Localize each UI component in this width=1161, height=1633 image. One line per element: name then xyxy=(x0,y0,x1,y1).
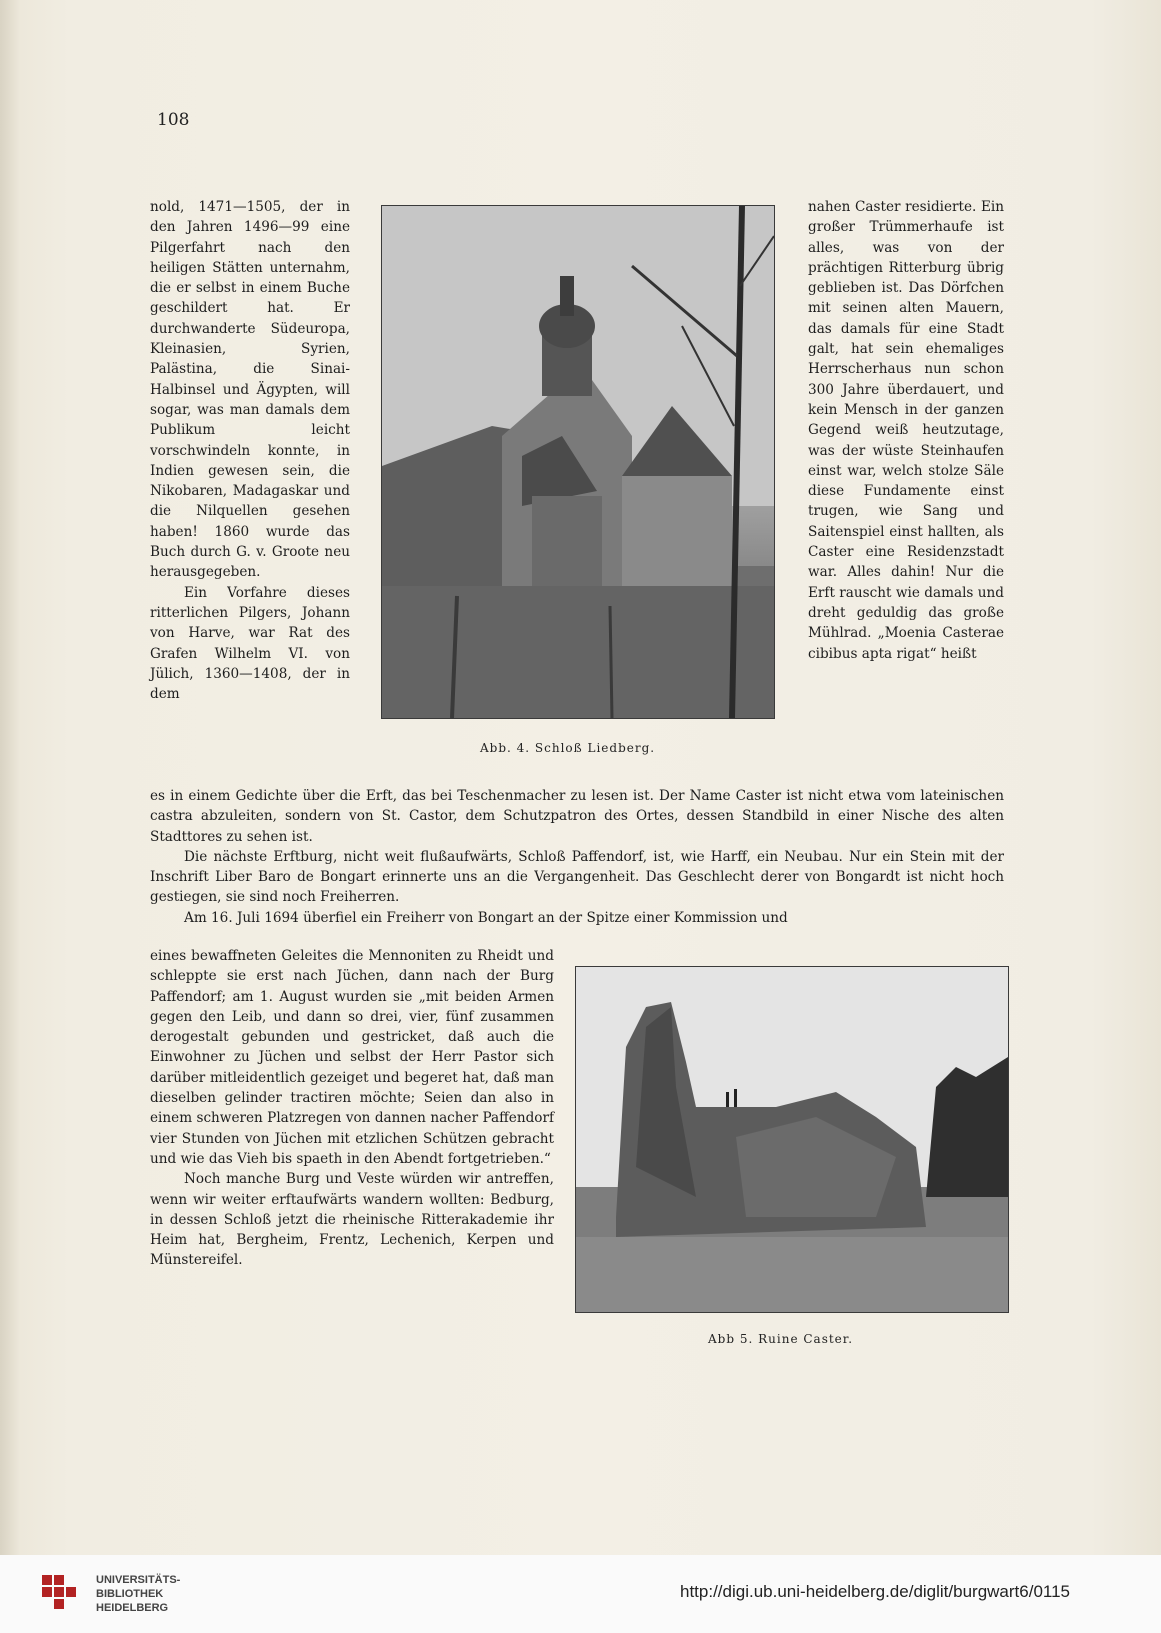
full-width-text xyxy=(150,786,1004,928)
source-url-link[interactable]: http://digi.ub.uni-heidelberg.de/diglit/burgwart6/0115 xyxy=(680,1582,1071,1601)
library-name-line-3: HEIDELBERG xyxy=(96,1602,169,1614)
lower-left-text-column xyxy=(150,946,554,1271)
library-name-line-2: BIBLIOTHEK xyxy=(96,1588,164,1600)
right-paragraph-1: nahen Caster residierte. Ein großer Trümmerhaufe ist alles, was von der prächtigen Ritterburg übrig geblieben ist. Das Dörfchen mit seinen alten Mauern, das damals für eine Stadt galt, hat sein ehemaliges Herrscherhaus nun schon 300 Jahre überdauert, und kein Mensch in der ganzen Gegend weiß heutzutage, was der wüste Steinhaufen einst war, welch stolze Säle diese Fundamente einst trugen, wie Sang und Saitenspiel einst hallten, als Caster eine Residenzstadt war. Alles dahin! Nur die Erft rauscht wie damals und dreht geduldig das große Mühlrad. „Moenia Casterae cibibus apta rigat“ heißt xyxy=(808,199,1004,662)
ruin-illustration xyxy=(576,967,1008,1312)
full-paragraph-2: Die nächste Erftburg, nicht weit flußaufwärts, Schloß Paffendorf, ist, wie Harff, ein Neubau. Nur ein Stein mit der Inschrift Liber Baro de Bongart erinnerte uns an die Vergangenheit. Das Geschlecht derer von Bongardt ist nicht hoch gestiegen, sie sind noch Freiherren. xyxy=(150,848,1004,906)
castle-illustration xyxy=(382,206,774,718)
library-name-line-1: UNIVERSITÄTS- xyxy=(96,1574,181,1586)
castle-photo-caption: Abb. 4. Schloß Liedberg. xyxy=(480,741,656,755)
full-paragraph-3: Am 16. Juli 1694 überfiel ein Freiherr von Bongart an der Spitze einer Kommission und xyxy=(184,909,788,926)
page-number: 108 xyxy=(157,110,190,130)
library-logo-icon xyxy=(40,1571,86,1617)
left-text-column xyxy=(150,197,350,704)
left-paragraph-1: nold, 1471—1505, der in den Jahren 1496—99 eine Pilgerfahrt nach den heiligen Stätten unternahm, die er selbst in einem Buche geschildert hat. Er durchwanderte Südeuropa, Kleinasien, Syrien, Palästina, die Sinai-Halbinsel und Ägypten, will sogar, was man damals dem Publikum leicht vorschwindeln konnte, in Indien gewesen sein, die Nikobaren, Madagaskar und die Nilquellen gesehen haben! 1860 wurde das Buch durch G. v. Groote neu herausgegeben. xyxy=(150,199,350,581)
page-edge-shadow xyxy=(0,0,20,1633)
right-text-column xyxy=(808,197,1004,664)
library-name xyxy=(96,1573,180,1615)
lower-paragraph-1: eines bewaffneten Geleites die Mennoniten zu Rheidt und schleppte sie erst nach Jüchen, dann nach der Burg Paffendorf; am 1. August wurden sie „mit beiden Armen gegen den Leib, und dann so drei, vier, fünf zusammen derogestalt gebunden und gestricket, daß auch die Einwohner zu Jüchen und selbst der Herr Pastor sich darüber mitleidentlich gezeiget und begeret hat, daß man dieselben gelinder tractiren möchte; Seien dan also in einem schweren Platzregen von dannen nacher Paffendorf vier Stunden von Jüchen mit etzlichen Schützen gebracht und wie das Vieh bis spaeth in den Abendt fortgetrieben.“ xyxy=(150,948,554,1167)
ruin-photo-caption: Abb 5. Ruine Caster. xyxy=(708,1332,854,1346)
left-paragraph-2: Ein Vorfahre dieses ritterlichen Pilgers, Johann von Harve, war Rat des Grafen Wilhelm VI. von Jülich, 1360—1408, der in dem xyxy=(150,584,350,703)
full-paragraph-1: es in einem Gedichte über die Erft, das bei Teschenmacher zu lesen ist. Der Name Caster ist nicht etwa vom lateinischen castra abzuleiten, sondern von St. Castor, dem Schutzpatron des Ortes, dessen Standbild in einer Nische des alten Stadttores zu sehen ist. xyxy=(150,788,1004,845)
castle-liedberg-photo xyxy=(381,205,775,719)
ruin-caster-photo xyxy=(575,966,1009,1313)
lower-paragraph-2: Noch manche Burg und Veste würden wir antreffen, wenn wir weiter erftaufwärts wandern wollten: Bedburg, in dessen Schloß jetzt die rheinische Ritterakademie ihr Heim hat, Bergheim, Frentz, Lechenich, Kerpen und Münstereifel. xyxy=(150,1171,554,1269)
